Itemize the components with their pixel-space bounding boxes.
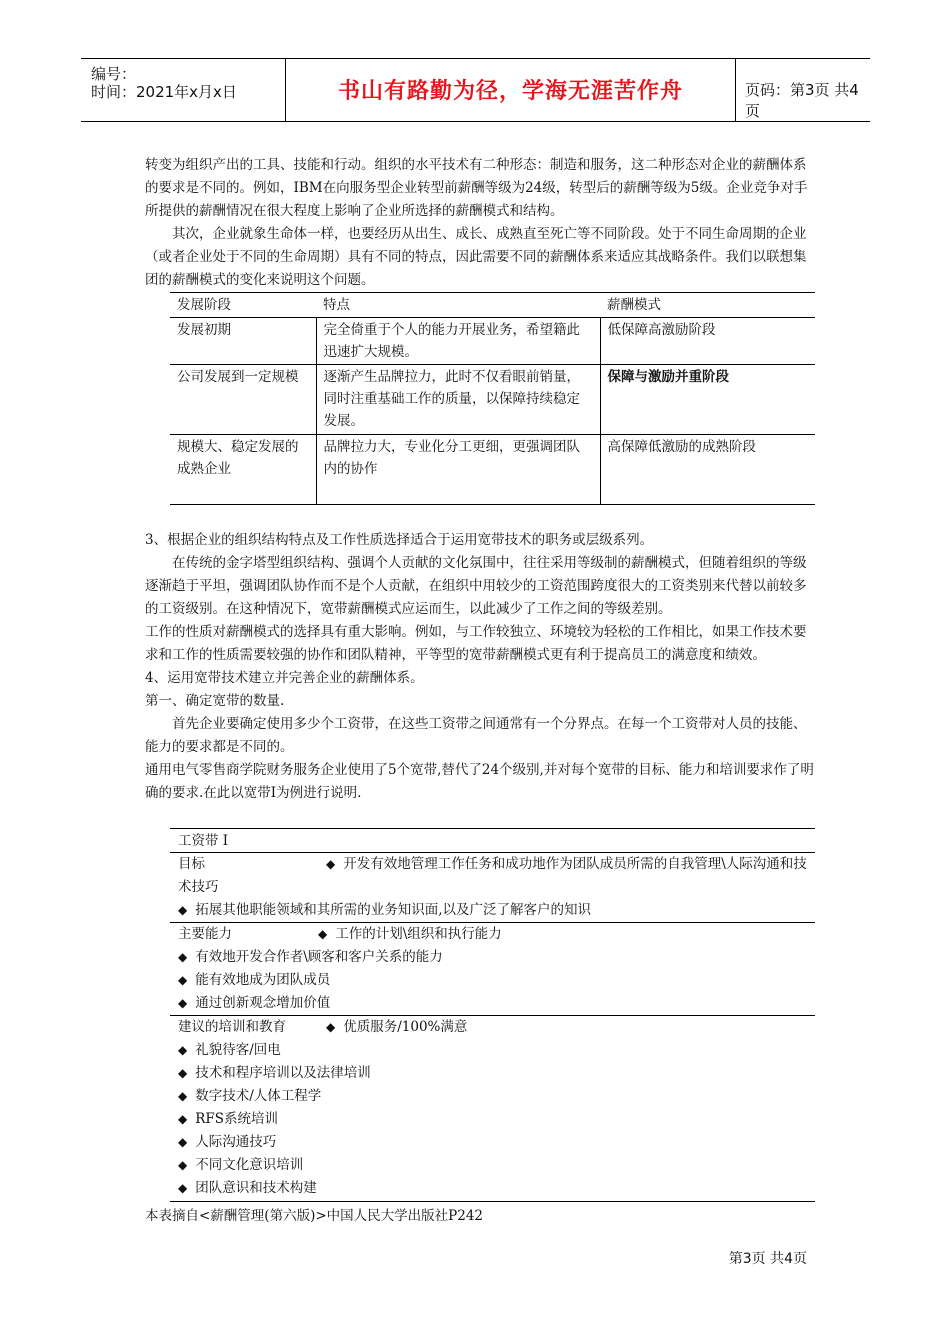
diamond-bullet-icon: ◆ <box>326 1020 336 1034</box>
page-header <box>81 58 870 122</box>
training-row <box>170 1131 815 1154</box>
page-number: 第3页 共4页 <box>728 1251 807 1267</box>
goal-item-2: 拓展其他职能领域和其所需的业务知识面,以及广泛了解客户的知识 <box>195 902 592 918</box>
ability-row <box>170 969 815 992</box>
section-4-title: 4、运用宽带技术建立并完善企业的薪酬体系。 <box>145 670 424 686</box>
training-row <box>170 1016 815 1039</box>
goal-item-1: 开发有效地管理工作任务和成功地作为团队成员所需的自我管理\人际沟通和技术技巧 <box>178 856 807 895</box>
ability-row <box>170 946 815 969</box>
diamond-bullet-icon: ◆ <box>178 1043 188 1057</box>
table-cell: 保障与激励并重阶段 <box>600 365 815 435</box>
table-header-row <box>170 293 815 318</box>
table-cell: 低保障高激励阶段 <box>600 318 815 365</box>
diamond-bullet-icon: ◆ <box>178 950 188 964</box>
goal-row-2 <box>170 899 815 922</box>
band-ability-block <box>170 923 815 1015</box>
training-item-8: 团队意识和技术构建 <box>195 1180 317 1196</box>
goal-row <box>170 853 815 899</box>
table-cell: 完全倚重于个人的能力开展业务，希望籍此迅速扩大规模。 <box>316 318 600 365</box>
section-3 <box>145 529 815 805</box>
diamond-bullet-icon: ◆ <box>178 1135 188 1149</box>
table-cell: 品牌拉力大，专业化分工更细，更强调团队内的协作 <box>316 435 600 505</box>
section-4-paragraph-2: 通用电气零售商学院财务服务企业使用了5个宽带,替代了24个级别,并对每个宽带的目标、能力和培训要求作了明确的要求.在此以宽带I为例进行说明. <box>145 762 814 801</box>
diamond-bullet-icon: ◆ <box>178 1112 188 1126</box>
header-motto: 书山有路勤为径，学海无涯苦作舟 <box>337 79 683 104</box>
table-cell: 公司发展到一定规模 <box>170 365 316 435</box>
training-row <box>170 1177 815 1200</box>
header-meta-cell <box>81 59 285 121</box>
training-row <box>170 1062 815 1085</box>
band-title: 工资带 I <box>178 833 229 849</box>
ability-item-4: 通过创新观念增加价值 <box>195 995 331 1011</box>
ability-item-1: 工作的计划\组织和执行能力 <box>335 926 502 942</box>
section-4-paragraph-1: 首先企业要确定使用多少个工资带，在这些工资带之间通常有一个分界点。在每一个工资带对人员的技能、能力的要求都是不同的。 <box>145 716 807 755</box>
ability-item-2: 有效地开发合作者\顾客和客户关系的能力 <box>195 949 443 965</box>
document-number: 编号： <box>91 65 137 83</box>
table-header-cell: 薪酬模式 <box>600 293 815 318</box>
training-item-2: 礼貌待客/回电 <box>195 1042 281 1058</box>
band-table-top-rule <box>170 828 815 829</box>
table-header-cell: 特点 <box>316 293 600 318</box>
training-item-7: 不同文化意识培训 <box>195 1157 304 1173</box>
diamond-bullet-icon: ◆ <box>318 927 328 941</box>
band-table-bottom-rule <box>170 1201 815 1202</box>
training-item-3: 技术和程序培训以及法律培训 <box>195 1065 371 1081</box>
intro-paragraph-2: 其次，企业就象生命体一样，也要经历从出生、成长、成熟直至死亡等不同阶段。处于不同生命周期的企业（或者企业处于不同的生命周期）具有不同的特点，因此需要不同的薪酬体系来适应其战略条件。我们以联想集团的薪酬模式的变化来说明这个问题。 <box>145 226 807 288</box>
diamond-bullet-icon: ◆ <box>178 973 188 987</box>
table-header-cell: 发展阶段 <box>170 293 316 318</box>
table-row <box>170 365 815 435</box>
training-item-4: 数字技术/人体工程学 <box>195 1088 322 1104</box>
ability-row <box>170 992 815 1015</box>
intro-paragraph-1: 转变为组织产出的工具、技能和行动。组织的水平技术有二种形态：制造和服务，这二种形态对企业的薪酬体系的要求是不同的。例如，IBM在向服务型企业转型前薪酬等级为24级，转型后的薪酬等级为5级。企业竞争对手所提供的薪酬情况在很大程度上影响了企业所选择的薪酬模式和结构。 <box>145 157 808 219</box>
header-page-label: 页码：第3页 共4页 <box>745 81 859 120</box>
ability-row <box>170 923 815 946</box>
band-goal-block <box>170 853 815 922</box>
diamond-bullet-icon: ◆ <box>178 996 188 1010</box>
training-row <box>170 1108 815 1131</box>
table-cell: 发展初期 <box>170 318 316 365</box>
header-page-cell <box>735 59 870 121</box>
lifecycle-table <box>170 292 815 505</box>
source-note: 本表摘自<薪酬管理(第六版)>中国人民大学出版社P242 <box>145 1208 484 1224</box>
section-3-title: 3、根据企业的组织结构特点及工作性质选择适合于运用宽带技术的职务或层级系列。 <box>145 532 654 548</box>
ability-label: 主要能力 <box>178 926 232 942</box>
section-4-subtitle: 第一、确定宽带的数量. <box>145 693 285 709</box>
table-row <box>170 435 815 505</box>
table-cell: 规模大、稳定发展的成熟企业 <box>170 435 316 505</box>
training-row <box>170 1154 815 1177</box>
header-motto-cell <box>285 59 736 121</box>
training-label: 建议的培训和教育 <box>178 1019 286 1035</box>
training-row <box>170 1039 815 1062</box>
band-training-block <box>170 1016 815 1200</box>
diamond-bullet-icon: ◆ <box>326 857 336 871</box>
intro-section <box>145 154 815 292</box>
document-date: 时间：2021年x月x日 <box>91 83 237 101</box>
goal-label: 目标 <box>178 856 205 872</box>
diamond-bullet-icon: ◆ <box>178 1089 188 1103</box>
table-row <box>170 318 815 365</box>
table-cell: 逐渐产生品牌拉力，此时不仅看眼前销量，同时注重基础工作的质量，以保障持续稳定发展。 <box>316 365 600 435</box>
training-row <box>170 1085 815 1108</box>
training-item-1: 优质服务/100%满意 <box>343 1019 468 1035</box>
diamond-bullet-icon: ◆ <box>178 1066 188 1080</box>
ability-item-3: 能有效地成为团队成员 <box>195 972 331 988</box>
table-cell: 高保障低激励的成熟阶段 <box>600 435 815 505</box>
training-item-5: RFS系统培训 <box>195 1111 279 1127</box>
section-3-paragraph-1: 在传统的金字塔型组织结构、强调个人贡献的文化氛围中，往往采用等级制的薪酬模式，但随着组织的等级逐渐趋于平坦，强调团队协作而不是个人贡献，在组织中用较少的工资范围跨度很大的工资类别来代替以前较多的工资级别。在这种情况下，宽带薪酬模式应运而生，以此减少了工作之间的等级差别。 <box>145 555 807 617</box>
diamond-bullet-icon: ◆ <box>178 1158 188 1172</box>
training-item-6: 人际沟通技巧 <box>195 1134 277 1150</box>
diamond-bullet-icon: ◆ <box>178 903 188 917</box>
band-title-block <box>170 830 815 853</box>
section-3-paragraph-2: 工作的性质对薪酬模式的选择具有重大影响。例如，与工作较独立、环境较为轻松的工作相比，如果工作技术要求和工作的性质需要较强的协作和团队精神，平等型的宽带薪酬模式更有利于提高员工的满意度和绩效。 <box>145 624 807 663</box>
diamond-bullet-icon: ◆ <box>178 1181 188 1195</box>
